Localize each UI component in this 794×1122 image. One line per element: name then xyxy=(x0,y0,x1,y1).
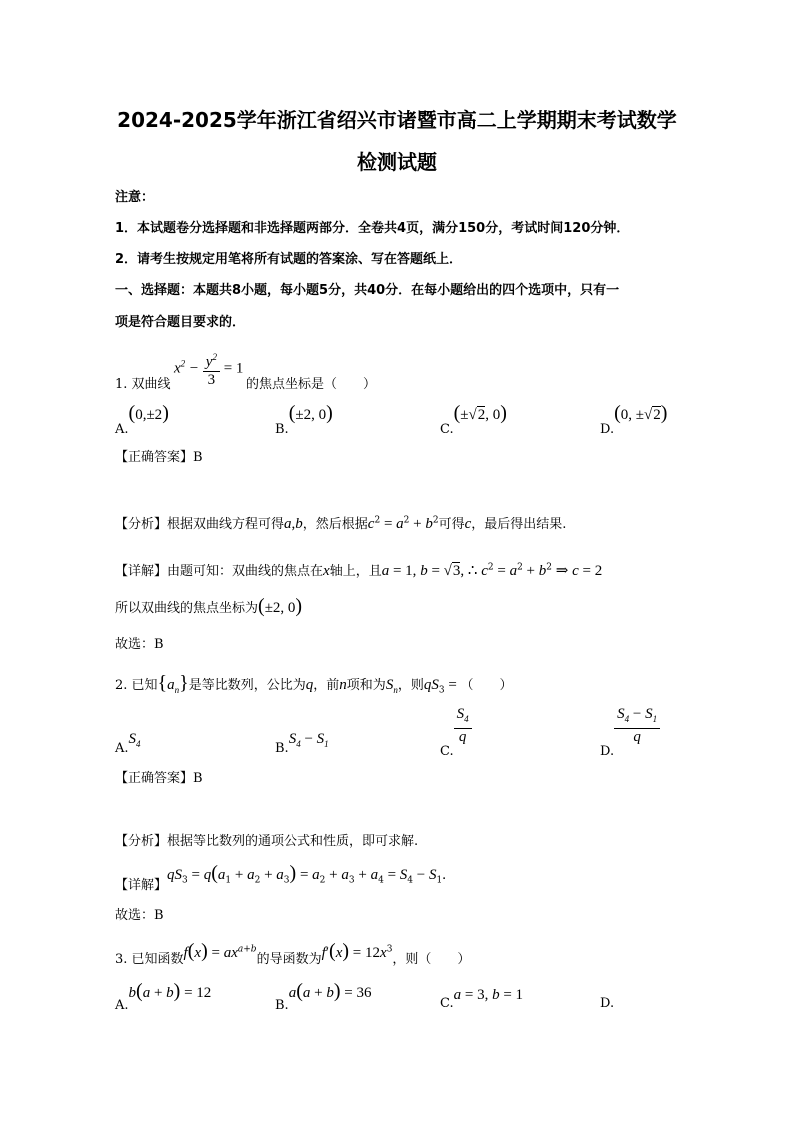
notice-item-2: 2．请考生按规定用笔将所有试题的答案涂、写在答题纸上． xyxy=(115,252,463,267)
q2-option-c: $_{C.}$ $\frac{S_4}{q}$ xyxy=(440,706,472,746)
notice-item-1: 1．本试题卷分选择题和非选择题两部分．全卷共4页，满分150分，考试时间120分钟． xyxy=(115,221,630,236)
q1-option-b: $_{B.}$(±2, 0) xyxy=(275,402,333,437)
q1-option-c: $_{C.}$(±√2, 0) xyxy=(440,402,507,437)
q1-prefix: 1. 双曲线 xyxy=(115,377,171,392)
q1-analysis: 【分析】根据双曲线方程可得a,b，然后根据$c^2 = a^2 + b^2$可得c，最后得出结果. xyxy=(115,515,567,532)
section-heading: 一、选择题：本题共8小题，每小题5分，共40分．在每小题给出的四个选项中，只有一 xyxy=(115,283,620,298)
q2-detail: 【详解】$qS_3 = q(a_1 + a_2 + a_3) = a_2 + a_3 + a_4 = S_4 - S_1$. xyxy=(115,862,446,893)
question-3: 3. 已知函数$f(x) = ax^{a+b}$的导函数为$f'(x) = 12x^3$，则（ ） xyxy=(115,940,471,967)
page-subtitle: 检测试题 xyxy=(357,150,437,174)
q1-conclusion: 所以双曲线的焦点坐标为(±2, 0) xyxy=(115,595,303,617)
q1-option-d: $_{D.}$(0, ±√2) xyxy=(600,402,668,437)
q1-suffix: 的焦点坐标是（ ） xyxy=(246,377,377,392)
q1-answer: 【正确答案】B xyxy=(115,450,203,465)
q3-option-a: $_{A.}$b(a + b) = 12 xyxy=(115,980,212,1013)
q2-option-a: $_{A.}S_4$ xyxy=(115,731,141,756)
section-heading-cont: 项是符合题目要求的． xyxy=(115,315,246,330)
q2-therefore: 故选：B xyxy=(115,908,164,923)
q1-equation: $x^2$ − $\frac{y^2}{3}$ = 1 xyxy=(174,349,243,389)
q1-therefore: 故选：B xyxy=(115,637,164,652)
q1-option-a: $_{A.}$(0,±2) xyxy=(115,402,169,437)
q1-detail: 【详解】由题可知：双曲线的焦点在x轴上，且a = 1, b = √3, ∴ $c^2 = a^2 + b^2$ ⇒ c = 2 xyxy=(115,562,603,579)
notice-heading: 注意： xyxy=(115,190,155,205)
q3-option-b: $_{B.}$a(a + b) = 36 xyxy=(275,980,372,1013)
q2-option-d: $_{D.}$ $\frac{S_4 - S_1}{q}$ xyxy=(600,706,660,746)
q2-answer: 【正确答案】B xyxy=(115,771,203,786)
page-title: 2024-2025学年浙江省绍兴市诸暨市高二上学期期末考试数学 xyxy=(117,108,677,132)
question-2: 2. 已知$\{a_n\}$是等比数列，公比为q，前n项和为$S_n$，则$qS_3$ = （ ） xyxy=(115,672,513,696)
q2-option-b: $_{B.}S_4 - S_1$ xyxy=(275,731,329,756)
q2-analysis: 【分析】根据等比数列的通项公式和性质，即可求解. xyxy=(115,834,419,849)
q3-option-c: $_{C.}$a = 3, b = 1 xyxy=(440,987,524,1011)
q3-option-d: D. xyxy=(600,996,615,1011)
